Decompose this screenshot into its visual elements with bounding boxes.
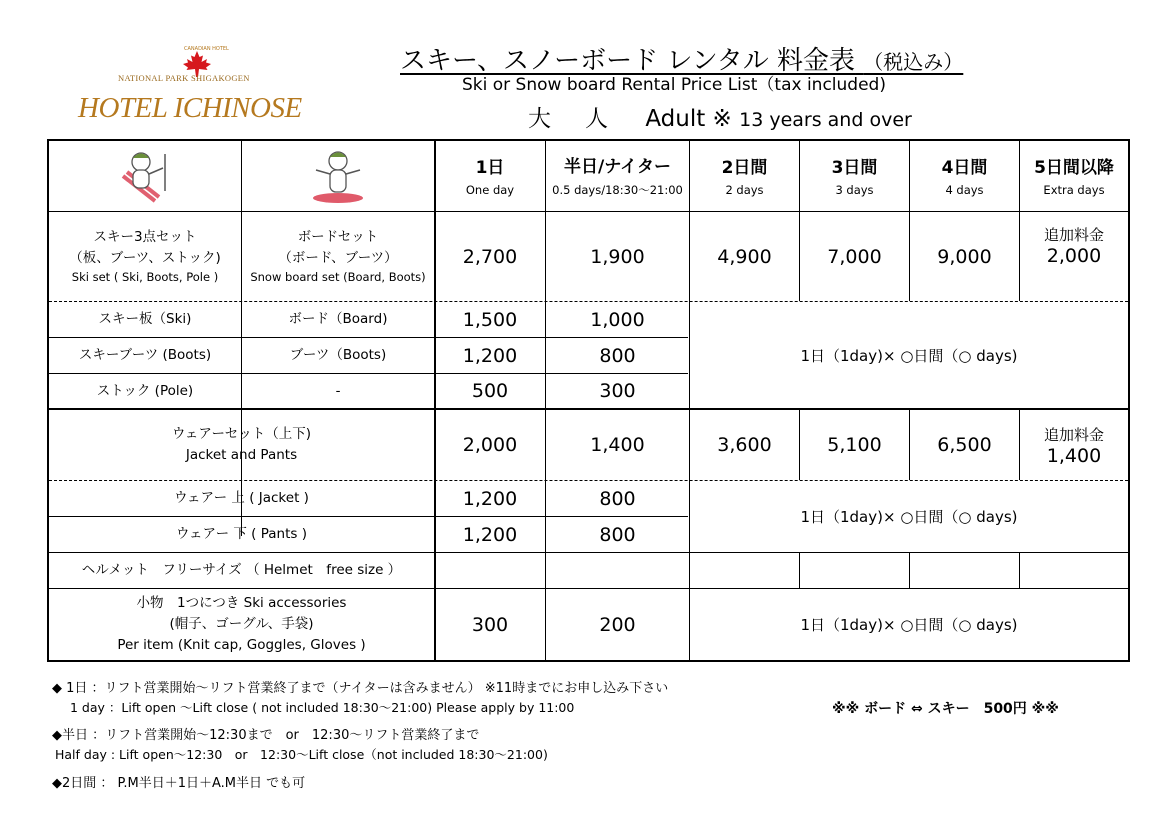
skier-icon [115,146,175,206]
header-en: 2 days [725,182,764,197]
swap-note: ※※ ボード ⇔ スキー 500円 ※※ [832,701,1059,717]
label-line: ウェアーセット（上下) [171,426,312,443]
wear-item-label: ウェアー 上 ( Jacket ) [174,490,309,507]
header-jp: 5日間以降 [1034,158,1114,179]
price-cell: 7,000 [827,245,882,268]
title-en: Ski or Snow board Rental Price List（tax included) [462,75,886,95]
label-line: Per item (Knit cap, Goggles, Gloves ) [117,636,366,653]
header-2days [690,141,799,211]
price-cell: 800 [599,344,636,367]
price-cell: 5,100 [827,434,882,456]
helmet-label: ヘルメット フリーサイズ （ Helmet free size ） [81,562,402,579]
price-cell: 1,900 [590,245,645,268]
label-line: Snow board set (Board, Boots) [250,269,426,284]
price-cell: 200 [599,613,636,636]
adult-jp-2: 人 [585,106,608,132]
price-cell: 6,500 [937,434,992,456]
price-cell: 9,000 [937,245,992,268]
price-table [47,139,1130,662]
header-jp: 2日間 [721,158,768,179]
header-jp: 半日/ナイター [563,157,672,178]
label-line: （ボード、ブーツ） [278,249,398,266]
price-cell: 3,600 [717,434,772,456]
header-1day [435,141,545,211]
price-cell: 1,500 [462,308,518,331]
note-2days: ◆2日間 ： P.M半日＋1日＋A.M半日 でも可 [52,776,306,791]
adult-heading [528,100,912,133]
multi-day-formula: 1日（1day)× ○日間（○ days) [800,346,1018,365]
divider [909,552,910,589]
price-cell: 1,400 [590,434,645,456]
header-halfday [546,141,689,211]
multi-day-formula: 1日（1day)× ○日間（○ days) [800,508,1018,526]
header-extra-days [1020,141,1128,211]
item-board-label: ボード（Board) [288,311,388,328]
item-ski-label: スキー板（Ski) [98,311,192,328]
extra-price-cell [1020,410,1128,480]
label-line: 小物 1つにつき Ski accessories [136,595,347,612]
header-3days [800,141,909,211]
header-en: 3 days [835,182,874,197]
item-board-label: - [335,382,341,399]
header-en: 0.5 days/18:30～21:00 [552,182,683,197]
price-cell: 1,200 [462,487,518,510]
price-cell: 2,700 [462,245,518,268]
price-cell: 2,000 [462,434,518,456]
price-cell: 1,200 [462,344,518,367]
price-cell: 800 [599,523,636,546]
header-en: 4 days [945,182,984,197]
note-halfday-en: Half day : Lift open～12:30 or 12:30～Lift close（not included 18:30～21:00) [55,747,548,762]
label-line: スキー3点セット [93,228,197,245]
multi-day-formula: 1日（1day)× ○日間（○ days) [800,616,1018,634]
header-4days [910,141,1019,211]
note-halfday-jp: ◆半日 ：リフト営業開始～12:30まで or 12:30～リフト営業終了まで [52,728,480,743]
header-jp: 1日 [475,158,505,179]
price-cell: 4,900 [717,245,772,268]
ski-set-label [49,212,241,301]
header-jp: 4日間 [941,158,988,179]
header-en: Extra days [1043,182,1105,197]
adult-jp-1: 大 [528,106,551,132]
adult-years: 13 years and over [739,109,912,131]
label-line: ボードセット [297,228,379,245]
snowboarder-illustration [242,141,434,211]
label-line: (帽子、ゴーグル、手袋) [169,616,314,633]
item-ski-label: スキーブーツ (Boots) [78,347,212,364]
price-cell: 300 [471,613,509,636]
extra-price: 2,000 [1046,245,1102,267]
note-1day-jp: ◆ 1日 ：リフト営業開始～リフト営業終了まで（ナイターは含みません） ※11時までにお申し込み下さい [52,681,669,696]
logo-top-text: CANADIAN HOTEL [184,46,229,52]
logo-subline: NATIONAL PARK SHIGAKOGEN [118,73,250,83]
snowboarder-icon [308,146,368,206]
skier-illustration [49,141,241,211]
header-en: One day [465,182,515,197]
label-line: Jacket and Pants [185,447,298,463]
price-cell: 1,200 [462,523,518,546]
note-1day-en: 1 day ：Lift open ～Lift close ( not included 18:30～21:00) Please apply by 11:00 [70,700,575,715]
divider [799,552,800,589]
title-tax: （税込み） [863,50,964,74]
logo-hotel-name: HOTEL ICHINOSE [78,92,302,124]
extra-label: 追加料金 [1043,425,1104,444]
divider [1019,552,1020,589]
title-jp: スキー、スノーボード レンタル 料金表 [400,46,856,76]
adult-en: Adult ※ [645,106,732,132]
wear-set-label [49,410,434,480]
label-line: Ski set ( Ski, Boots, Pole ) [71,269,219,284]
hotel-logo [78,40,328,130]
board-set-label [242,212,434,301]
price-cell: 300 [599,380,636,402]
price-cell: 1,000 [590,308,645,331]
extra-price-cell [1020,212,1128,301]
extra-price: 1,400 [1046,444,1102,467]
price-cell: 500 [471,380,509,402]
item-board-label: ブーツ（Boots) [289,347,387,364]
label-line: （板、ブーツ、ストック) [69,249,221,266]
price-cell: 800 [599,487,636,510]
extra-label: 追加料金 [1043,226,1104,244]
item-ski-label: ストック (Pole) [96,382,194,399]
wear-item-label: ウェアー 下 ( Pants ) [176,526,307,543]
accessories-label [49,589,434,660]
header-jp: 3日間 [831,158,878,179]
